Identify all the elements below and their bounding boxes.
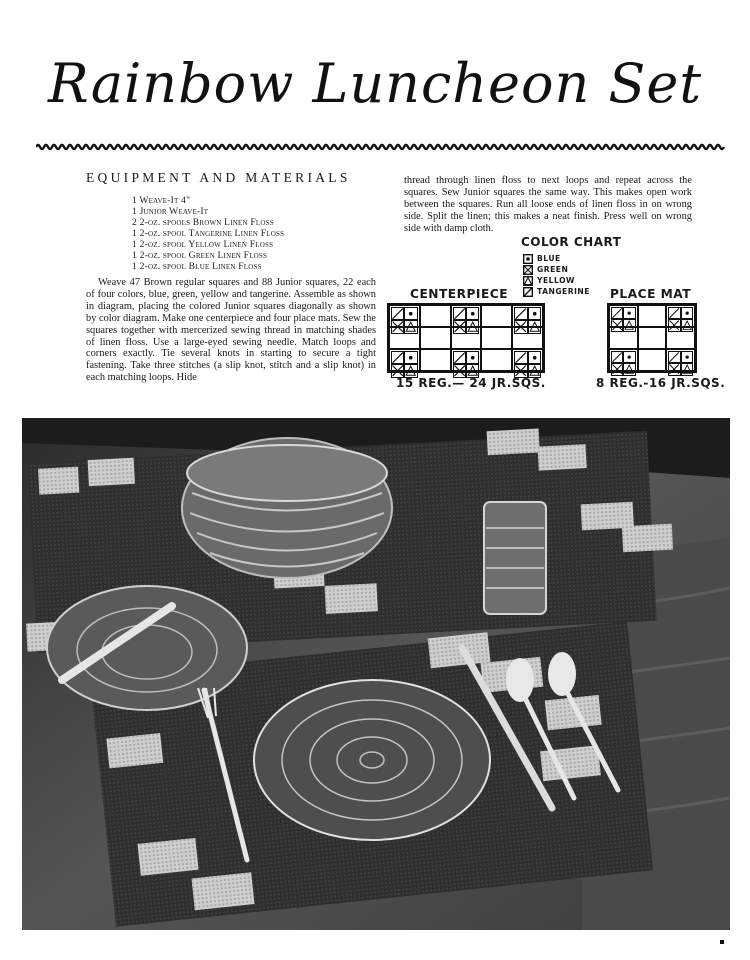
material-item: 1 Weave-It 4" xyxy=(132,195,191,206)
legend-label: BLUE xyxy=(537,254,561,263)
centerpiece-label: CENTERPIECE xyxy=(410,287,509,301)
regular-square xyxy=(389,349,420,371)
legend-label: GREEN xyxy=(537,265,569,274)
junior-square xyxy=(404,351,417,364)
legend-row-blue xyxy=(523,253,590,264)
regular-square xyxy=(420,349,451,371)
photo-illustration xyxy=(22,418,730,930)
junior-square xyxy=(668,307,680,319)
junior-square xyxy=(391,351,404,364)
junior-square xyxy=(466,351,479,364)
regular-square xyxy=(512,327,543,349)
regular-square xyxy=(389,327,420,349)
right-column xyxy=(404,175,692,235)
table-setting-photo xyxy=(22,418,730,930)
junior-square-cluster xyxy=(453,351,480,369)
centerpiece-caption: 15 REG.— 24 JR.SQS. xyxy=(396,376,546,390)
left-column xyxy=(86,170,376,384)
junior-square-cluster xyxy=(611,351,636,369)
material-item: 1 2-oz. spool Green Linen Floss xyxy=(132,250,268,261)
slash-symbol-icon xyxy=(523,287,533,297)
regular-square xyxy=(481,349,512,371)
junior-square xyxy=(528,307,541,320)
legend-label: TANGERINE xyxy=(537,287,590,296)
regular-square xyxy=(666,327,695,349)
regular-square xyxy=(609,305,638,327)
regular-square xyxy=(666,349,695,371)
place-mat-caption: 8 REG.-16 JR.SQS. xyxy=(596,376,726,390)
material-item: 1 2-oz. spool Tangerine Linen Floss xyxy=(132,228,285,239)
material-item: 1 2-oz. spool Blue Linen Floss xyxy=(132,261,262,272)
junior-square xyxy=(611,307,623,319)
junior-square xyxy=(453,351,466,364)
junior-square xyxy=(453,307,466,320)
junior-square-cluster xyxy=(514,351,541,369)
material-item: 1 2-oz. spool Yellow Linen Floss xyxy=(132,239,274,250)
instructions-continued: thread through linen floss to next loops and repeat across the squares. Sew Junior squares the same way. This makes open work between the squares. Run all loose ends of linen floss in on wrong side. Split the linen; this makes a neat finish. Press well on wrong side with damp cloth. xyxy=(404,175,692,234)
legend-row-green xyxy=(523,264,590,275)
color-chart-legend xyxy=(523,253,590,297)
junior-square-cluster xyxy=(391,351,418,369)
legend-row-tangerine xyxy=(523,286,590,297)
junior-square xyxy=(611,351,623,363)
centerpiece-diagram xyxy=(387,303,545,373)
junior-square xyxy=(611,363,623,375)
regular-square xyxy=(420,327,451,349)
junior-square xyxy=(681,363,693,375)
regular-square xyxy=(638,327,667,349)
regular-square xyxy=(638,349,667,371)
junior-square xyxy=(681,307,693,319)
triangle-symbol-icon xyxy=(523,276,533,286)
junior-square-cluster xyxy=(668,351,693,369)
instructions-paragraph: Weave 47 Brown regular squares and 88 Junior squares, 22 each of four colors, blue, green, yellow and tangerine. Assemble as shown in diagram, placing the colored Junior squares diagonally as shown by color diagram. Make one centerpiece and four place mats. Sew the squares together with mercerized sewing thread in matching shades of linen floss. Use a large-eyed sewing needle. Match loops and corners exactly. Tie several knots in starting to secure a tight fastening. Take three stitches (a slip knot, stitch and a slip knot) in each matching loops. Hide xyxy=(86,277,376,384)
junior-square xyxy=(668,363,680,375)
page-title: Rainbow Luncheon Set xyxy=(47,52,703,115)
junior-square xyxy=(668,351,680,363)
regular-square xyxy=(389,305,420,327)
decorative-rule xyxy=(36,142,726,152)
junior-square-cluster xyxy=(668,307,693,325)
regular-square xyxy=(666,305,695,327)
place-mat-diagram xyxy=(607,303,697,373)
junior-square xyxy=(514,351,527,364)
regular-square xyxy=(451,327,482,349)
junior-square xyxy=(528,351,541,364)
materials-heading: EQUIPMENT AND MATERIALS xyxy=(86,170,351,185)
junior-square-cluster xyxy=(611,307,636,325)
materials-list xyxy=(132,195,376,272)
legend-row-yellow xyxy=(523,275,590,286)
material-item: 2 2-oz. spools Brown Linen Floss xyxy=(132,217,274,228)
place-mat-label: PLACE MAT xyxy=(610,287,692,301)
regular-square xyxy=(451,349,482,371)
junior-square xyxy=(623,351,635,363)
junior-square xyxy=(623,363,635,375)
regular-square xyxy=(609,327,638,349)
junior-square-cluster xyxy=(391,307,418,325)
material-item: 1 Junior Weave-It xyxy=(132,206,209,217)
legend-label: YELLOW xyxy=(537,276,575,285)
junior-square xyxy=(514,307,527,320)
regular-square xyxy=(481,327,512,349)
dot-symbol-icon xyxy=(523,254,533,264)
junior-square xyxy=(404,307,417,320)
regular-square xyxy=(420,305,451,327)
page-mark xyxy=(720,940,724,944)
junior-square xyxy=(391,307,404,320)
junior-square xyxy=(681,351,693,363)
junior-square xyxy=(466,307,479,320)
regular-square xyxy=(512,349,543,371)
regular-square xyxy=(451,305,482,327)
junior-square-cluster xyxy=(453,307,480,325)
regular-square xyxy=(609,349,638,371)
color-chart-title: COLOR CHART xyxy=(521,235,622,249)
regular-square xyxy=(481,305,512,327)
junior-square xyxy=(623,307,635,319)
regular-square xyxy=(512,305,543,327)
cross-symbol-icon xyxy=(523,265,533,275)
regular-square xyxy=(638,305,667,327)
junior-square-cluster xyxy=(514,307,541,325)
